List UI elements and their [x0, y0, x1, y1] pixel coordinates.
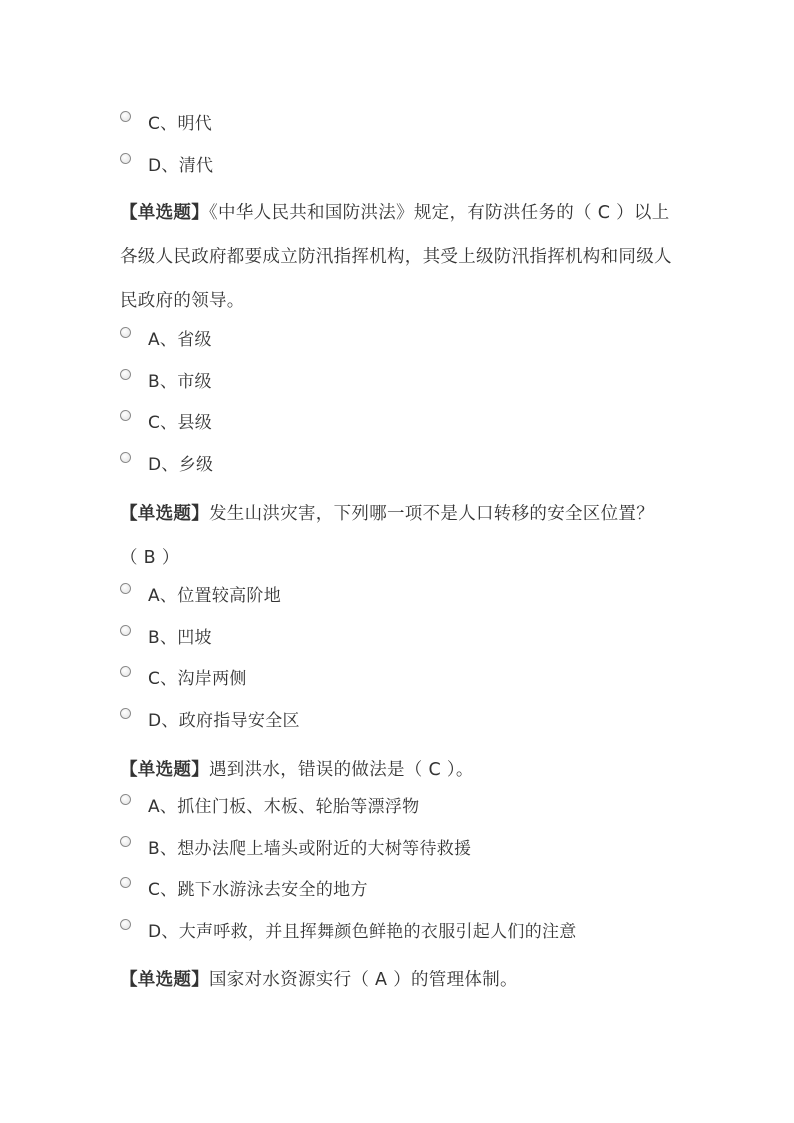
radio-button-icon[interactable]	[120, 111, 131, 122]
option-label: C、沟岸两侧	[148, 668, 247, 689]
question-text-line: 各级人民政府都要成立防汛指挥机构，其受上级防汛指挥机构和同级人	[120, 247, 672, 267]
option-label: D、政府指导安全区	[148, 710, 300, 731]
question-type-tag: 【单选题】	[120, 504, 209, 524]
option-radio-row[interactable]	[120, 366, 212, 392]
radio-button-icon[interactable]	[120, 919, 131, 930]
radio-button-icon[interactable]	[120, 327, 131, 338]
option-radio-row[interactable]	[120, 916, 577, 942]
option-label: A、抓住门板、木板、轮胎等漂浮物	[148, 796, 420, 817]
radio-button-icon[interactable]	[120, 877, 131, 888]
option-radio-row[interactable]	[120, 663, 247, 689]
radio-button-icon[interactable]	[120, 410, 131, 421]
option-label: C、县级	[148, 412, 213, 433]
option-label: C、跳下水游泳去安全的地方	[148, 879, 368, 900]
question-type-tag: 【单选题】	[120, 203, 209, 223]
option-label: B、想办法爬上墙头或附近的大树等待救援	[148, 838, 472, 859]
question-text-line: 遇到洪水，错误的做法是（ C ）。	[209, 760, 474, 780]
radio-button-icon[interactable]	[120, 583, 131, 594]
radio-button-icon[interactable]	[120, 153, 131, 164]
question-text-line: 《中华人民共和国防洪法》规定，有防洪任务的（ C ）以上	[209, 203, 670, 223]
question-stem	[120, 199, 680, 224]
option-radio-row[interactable]	[120, 705, 300, 731]
option-radio-row[interactable]	[120, 150, 213, 176]
option-radio-row[interactable]	[120, 874, 368, 900]
option-radio-row[interactable]	[120, 108, 212, 134]
radio-button-icon[interactable]	[120, 625, 131, 636]
option-label: A、省级	[148, 329, 212, 350]
option-label: C、明代	[148, 113, 213, 134]
radio-button-icon[interactable]	[120, 452, 131, 463]
question-text-line: 民政府的领导。	[120, 291, 245, 311]
option-radio-row[interactable]	[120, 833, 471, 859]
radio-button-icon[interactable]	[120, 708, 131, 719]
question-stem	[120, 756, 680, 781]
option-label: B、凹坡	[148, 627, 212, 648]
option-label: D、乡级	[148, 454, 214, 475]
question-text-line: 发生山洪灾害，下列哪一项不是人口转移的安全区位置？	[209, 504, 654, 524]
radio-button-icon[interactable]	[120, 666, 131, 677]
option-label: A、位置较高阶地	[148, 585, 282, 606]
option-label: D、清代	[148, 155, 214, 176]
question-type-tag: 【单选题】	[120, 970, 209, 990]
radio-button-icon[interactable]	[120, 794, 131, 805]
option-label: B、市级	[148, 371, 212, 392]
radio-button-icon[interactable]	[120, 369, 131, 380]
option-radio-row[interactable]	[120, 324, 212, 350]
option-radio-row[interactable]	[120, 791, 419, 817]
question-answer-line: （ B ）	[120, 548, 180, 568]
option-radio-row[interactable]	[120, 449, 213, 475]
option-radio-row[interactable]	[120, 622, 212, 648]
option-label: D、大声呼救，并且挥舞颜色鲜艳的衣服引起人们的注意	[148, 921, 577, 942]
question-text-line: 国家对水资源实行（ A ）的管理体制。	[209, 970, 518, 990]
option-radio-row[interactable]	[120, 580, 281, 606]
question-stem	[120, 966, 680, 991]
option-radio-row[interactable]	[120, 407, 212, 433]
question-stem	[120, 500, 680, 525]
question-type-tag: 【单选题】	[120, 760, 209, 780]
radio-button-icon[interactable]	[120, 836, 131, 847]
